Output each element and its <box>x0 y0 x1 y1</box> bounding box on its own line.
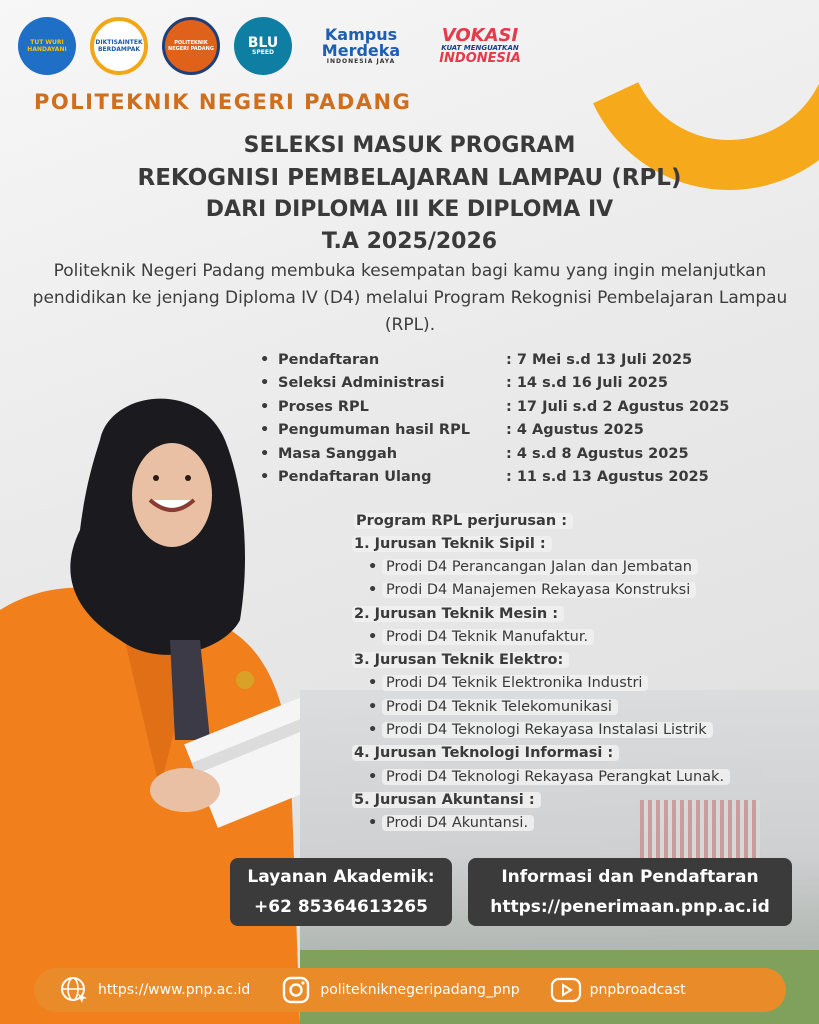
title-line-2: REKOGNISI PEMBELAJARAN LAMPAU (RPL) <box>137 165 682 191</box>
blu-logo: BLU SPEED <box>234 17 292 75</box>
globe-icon <box>58 974 90 1006</box>
footer-youtube[interactable] <box>550 974 686 1006</box>
pnp-logo: POLITEKNIK NEGERI PADANG <box>162 17 220 75</box>
academic-phone[interactable]: +62 85364613265 <box>254 897 428 917</box>
department-item: 1. Jurusan Teknik Sipil : <box>352 532 802 555</box>
logo-row <box>18 14 530 78</box>
kemdikbud-logo: TUT WURI HANDAYANI <box>18 17 76 75</box>
academic-service-label: Layanan Akademik: <box>247 867 435 887</box>
program-item: • Prodi D4 Manajemen Rekayasa Konstruksi <box>352 579 802 602</box>
footer-instagram[interactable] <box>280 974 519 1006</box>
program-item: • Prodi D4 Teknik Telekomunikasi <box>352 695 802 718</box>
schedule-row: • Pendaftaran Ulang : 11 s.d 13 Agustus 2025 <box>260 469 709 486</box>
website-link[interactable]: https://www.pnp.ac.id <box>98 982 251 998</box>
program-item: • Prodi D4 Perancangan Jalan dan Jembatan <box>352 555 802 578</box>
schedule-list <box>260 348 780 489</box>
department-item: 5. Jurusan Akuntansi : <box>352 788 802 811</box>
department-item: 3. Jurusan Teknik Elektro: <box>352 648 802 671</box>
schedule-row: • Seleksi Administrasi : 14 s.d 16 Juli 2025 <box>260 375 668 392</box>
diksi-logo: DIKTISAINTEK BERDAMPAK <box>90 17 148 75</box>
kampus-merdeka-logo: Kampus Merdeka INDONESIA JAYA <box>321 25 401 65</box>
program-heading: Program RPL perjurusan : <box>352 510 802 532</box>
title-line-1: SELEKSI MASUK PROGRAM <box>243 133 576 158</box>
title-line-3: DARI DIPLOMA III KE DIPLOMA IV <box>205 197 614 222</box>
department-item: 4. Jurusan Teknologi Informasi : <box>352 742 802 765</box>
department-item: 2. Jurusan Teknik Mesin : <box>352 602 802 625</box>
vokasi-logo: VOKASI KUAT MENGUATKAN INDONESIA <box>439 25 521 66</box>
youtube-handle[interactable]: pnpbroadcast <box>589 982 686 998</box>
schedule-row: • Pengumuman hasil RPL : 4 Agustus 2025 <box>260 422 644 439</box>
registration-url[interactable]: https://penerimaan.pnp.ac.id <box>490 897 770 917</box>
registration-info-box <box>468 858 792 926</box>
academic-service-box <box>230 858 452 926</box>
footer-website[interactable] <box>58 974 250 1006</box>
schedule-row: • Masa Sanggah : 4 s.d 8 Agustus 2025 <box>260 445 689 462</box>
footer-bar <box>34 968 786 1012</box>
schedule-row: • Pendaftaran : 7 Mei s.d 13 Juli 2025 <box>260 351 693 368</box>
registration-info-label: Informasi dan Pendaftaran <box>501 867 759 887</box>
schedule-row: • Proses RPL : 17 Juli s.d 2 Agustus 2025 <box>260 398 730 415</box>
program-item: • Prodi D4 Teknik Manufaktur. <box>352 625 802 648</box>
program-list <box>352 510 802 835</box>
page-title <box>0 130 819 258</box>
intro-text: Politeknik Negeri Padang membuka kesempatan bagi kamu yang ingin melanjutkan pendidikan ke jenjang Diploma IV (D4) melalui Program Rekognisi Pembelajaran Lampau (RPL). <box>32 261 788 335</box>
program-item: • Prodi D4 Teknik Elektronika Industri <box>352 672 802 695</box>
youtube-icon <box>550 974 582 1006</box>
program-item: • Prodi D4 Akuntansi. <box>352 812 802 835</box>
program-item: • Prodi D4 Teknologi Rekayasa Instalasi Listrik <box>352 718 802 741</box>
instagram-handle[interactable]: politekniknegeripadang_pnp <box>320 982 520 998</box>
title-line-4: T.A 2025/2026 <box>321 229 498 254</box>
institution-name: POLITEKNIK NEGERI PADANG <box>34 90 412 114</box>
instagram-icon <box>280 974 312 1006</box>
program-item: • Prodi D4 Teknologi Rekayasa Perangkat Lunak. <box>352 765 802 788</box>
